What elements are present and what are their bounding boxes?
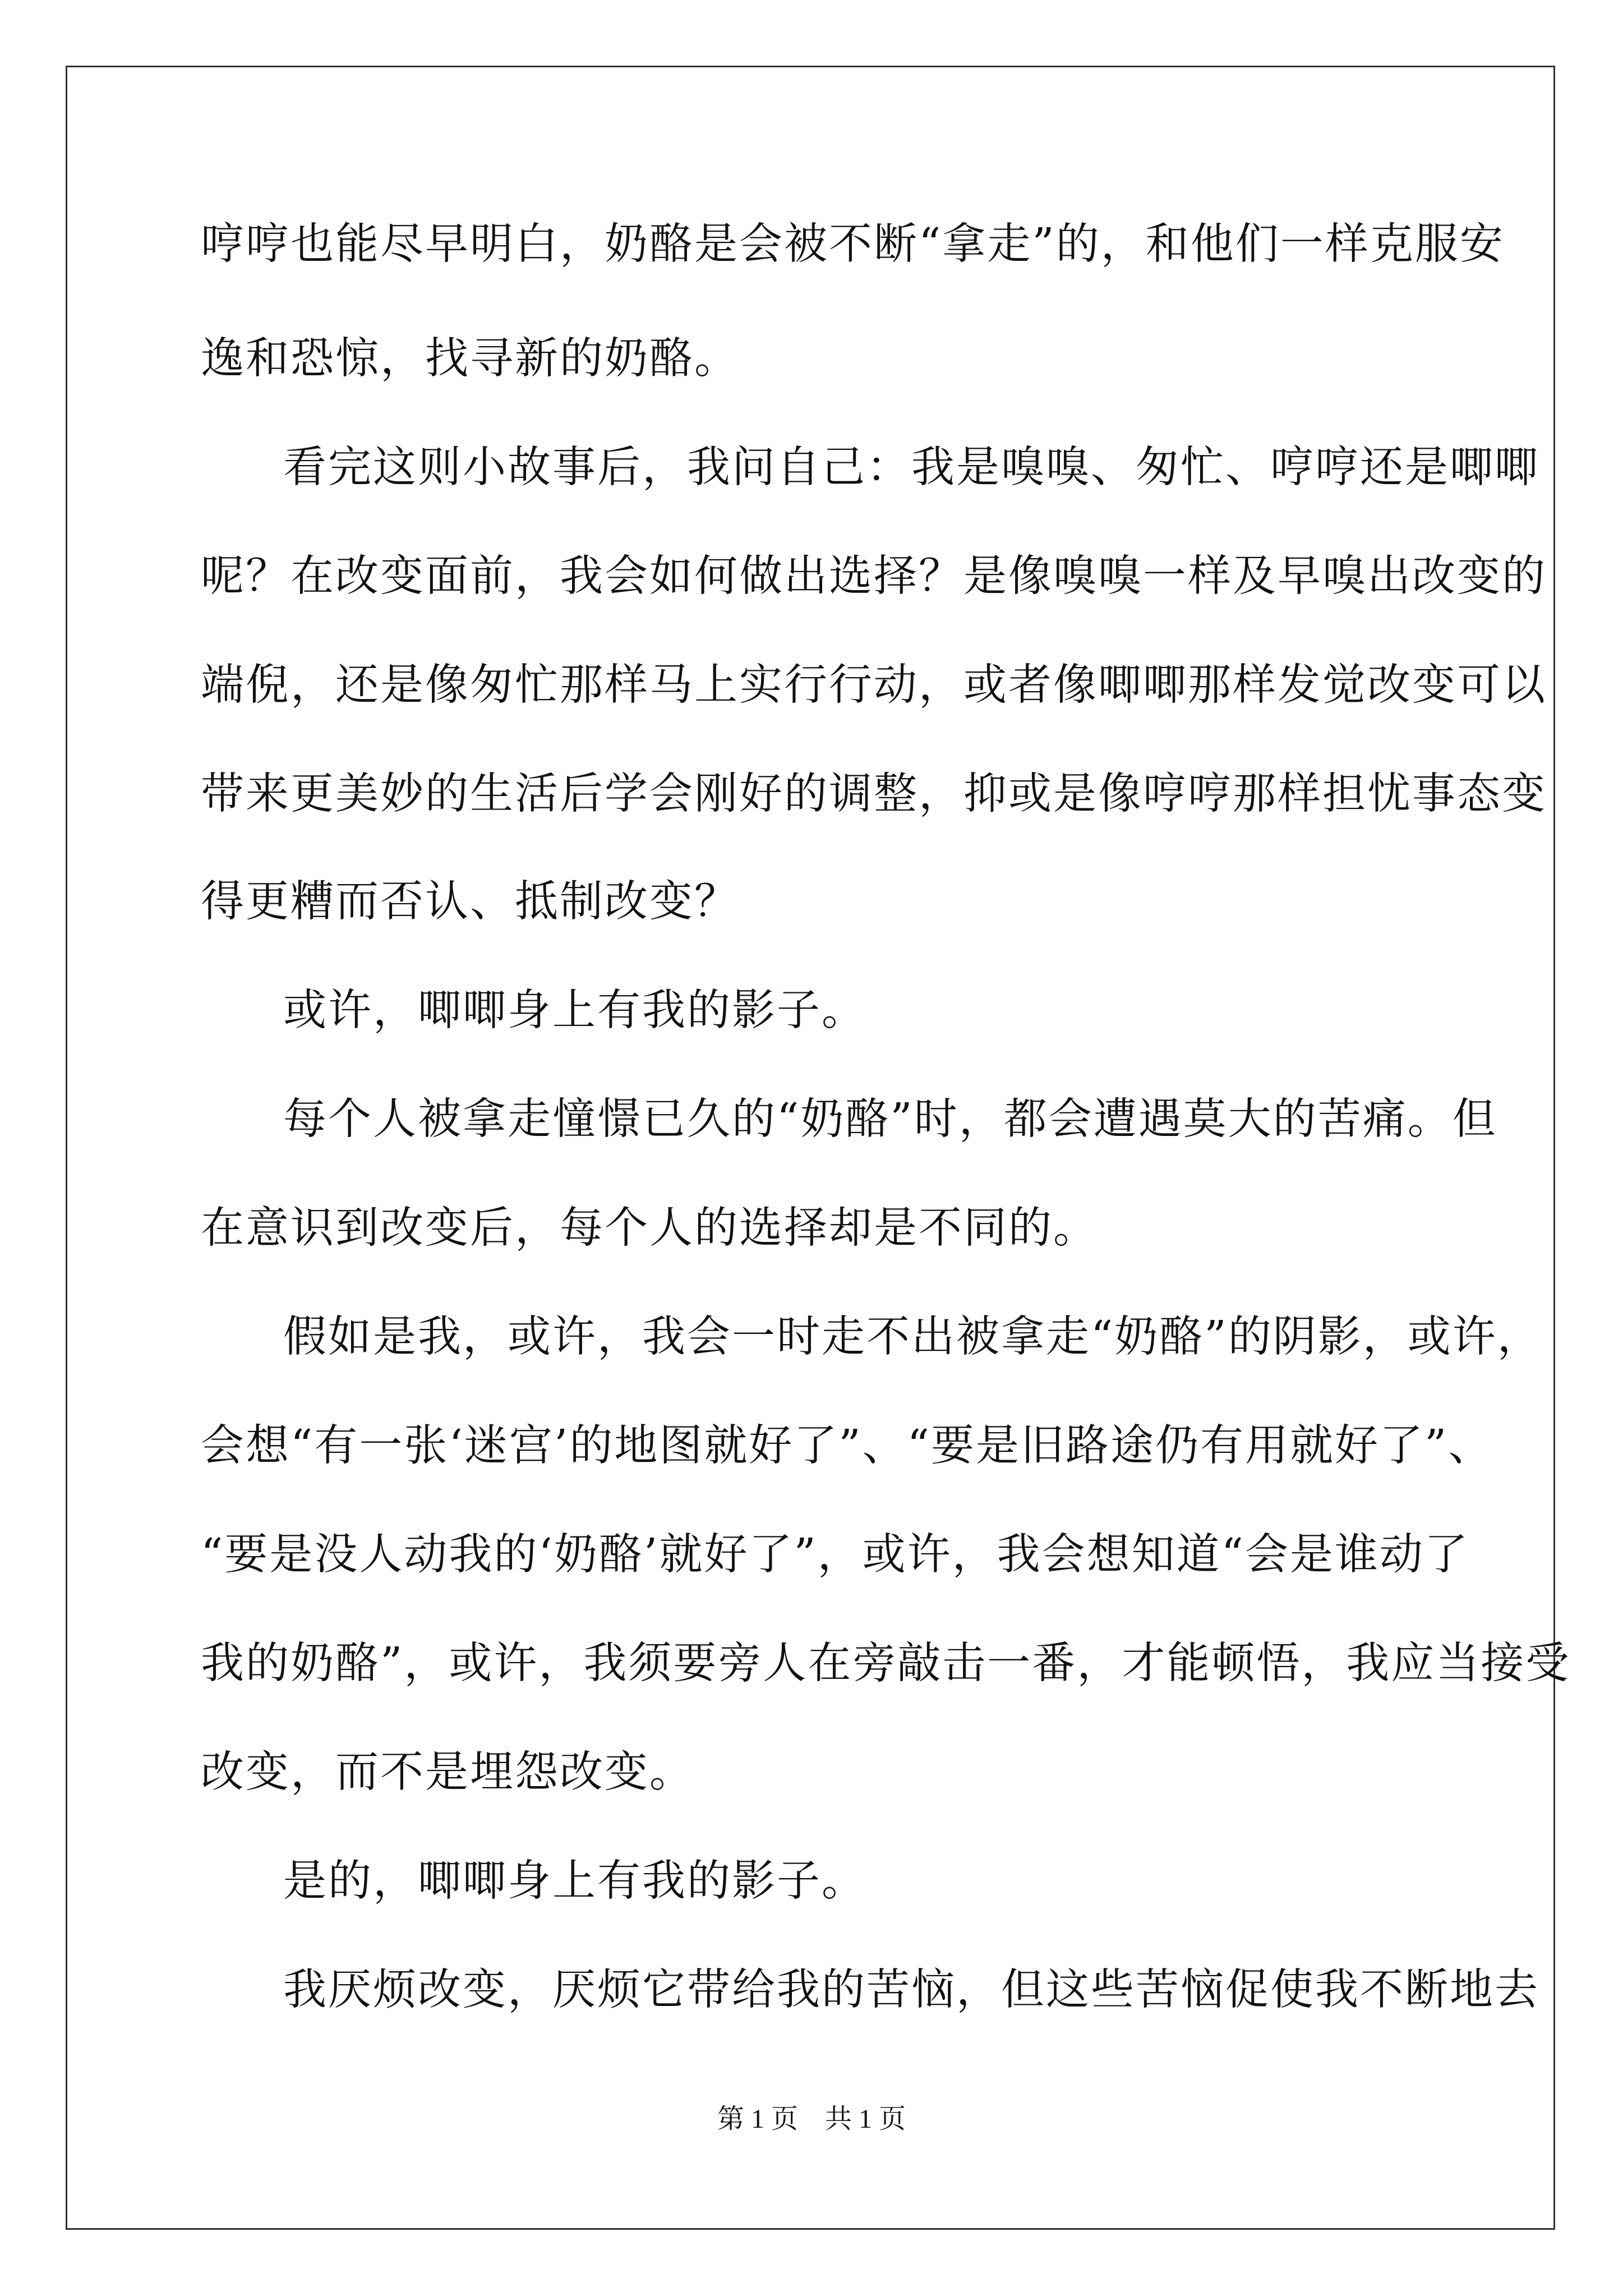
text-line: 呢？在改变面前，我会如何做出选择？是像嗅嗅一样及早嗅出改变的 [201, 551, 1547, 601]
text-line: 逸和恐惊，找寻新的奶酪。 [201, 334, 739, 384]
text-line: 改变，而不是埋怨改变。 [201, 1747, 694, 1797]
text-line: 我厌烦改变，厌烦它带给我的苦恼，但这些苦恼促使我不断地去 [283, 1965, 1539, 2015]
text-line: 得更糟而否认、抵制改变？ [201, 877, 739, 927]
text-line: 带来更美妙的生活后学会刚好的调整，抑或是像哼哼那样担忧事态变 [201, 769, 1547, 819]
text-line: 看完这则小故事后，我问自己：我是嗅嗅、匆忙、哼哼还是唧唧 [283, 443, 1539, 493]
text-line: 端倪，还是像匆忙那样马上实行行动，或者像唧唧那样发觉改变可以 [201, 660, 1547, 710]
text-line: 假如是我，或许，我会一时走不出被拿走“奶酪”的阴影，或许， [283, 1312, 1542, 1362]
text-line: 我的奶酪”，或许，我须要旁人在旁敲击一番，才能顿悟，我应当接受 [201, 1639, 1571, 1688]
text-line: 是的，唧唧身上有我的影子。 [283, 1856, 866, 1906]
text-line: 或许，唧唧身上有我的影子。 [283, 986, 866, 1036]
text-line: 在意识到改变后，每个人的选择却是不同的。 [201, 1203, 1098, 1253]
text-line: 会想“有一张‘迷宫’的地图就好了”、“要是旧路途仍有用就好了”、 [201, 1421, 1493, 1471]
page-footer: 第 1 页 共 1 页 [717, 2104, 906, 2134]
text-line: 哼哼也能尽早明白，奶酪是会被不断“拿走”的，和他们一样克服安 [201, 219, 1505, 269]
text-line: “要是没人动我的‘奶酪’就好了”，或许，我会想知道“会是谁动了 [201, 1530, 1470, 1580]
text-line: 每个人被拿走憧憬已久的“奶酪”时，都会遭遇莫大的苦痛。但 [283, 1094, 1497, 1144]
